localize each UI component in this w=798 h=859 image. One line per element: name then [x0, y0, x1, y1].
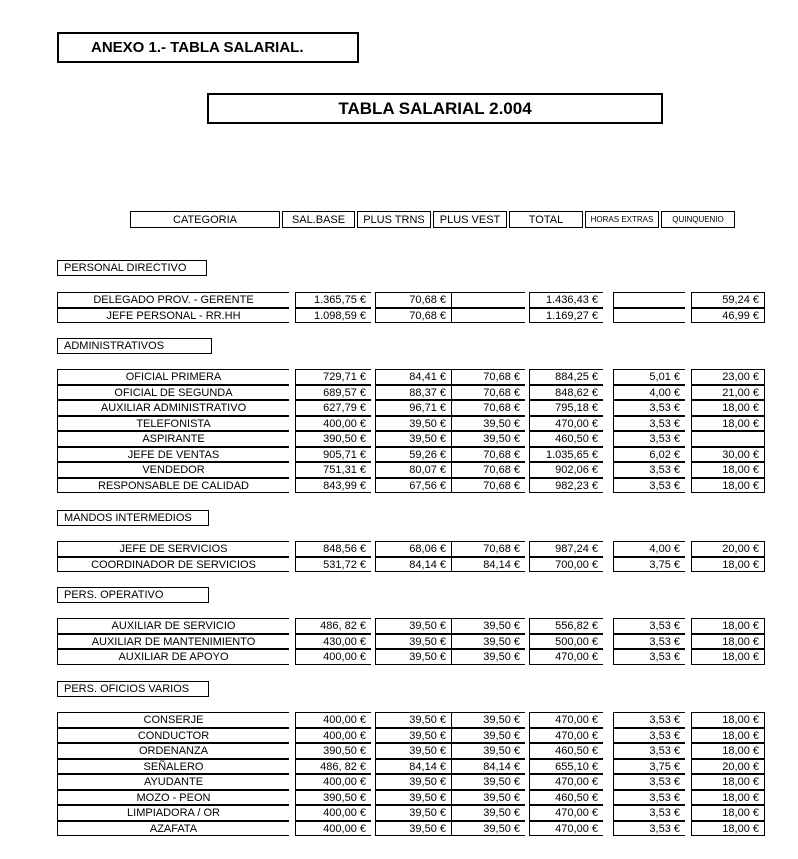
section-title: ADMINISTRATIVOS — [57, 338, 212, 354]
value-cell: 729,71 € — [295, 369, 371, 385]
value-cell: 88,37 € — [375, 385, 451, 401]
value-cell: 3,53 € — [613, 400, 685, 416]
category-cell: JEFE DE VENTAS — [57, 447, 289, 463]
value-cell — [451, 308, 525, 324]
value-cell: 5,01 € — [613, 369, 685, 385]
col-header-sal-base: SAL.BASE — [282, 211, 355, 228]
category-cell: AUXILIAR DE APOYO — [57, 649, 289, 665]
category-cell: LIMPIADORA / OR — [57, 805, 289, 821]
value-cell: 460,50 € — [529, 790, 603, 806]
value-cell: 1.365,75 € — [295, 292, 371, 308]
table-row — [57, 634, 765, 650]
value-cell — [691, 431, 765, 447]
table-row — [57, 759, 765, 775]
value-cell: 400,00 € — [295, 712, 371, 728]
value-cell: 400,00 € — [295, 805, 371, 821]
value-cell: 982,23 € — [529, 478, 603, 494]
value-cell: 500,00 € — [529, 634, 603, 650]
value-cell: 30,00 € — [691, 447, 765, 463]
value-cell: 470,00 € — [529, 712, 603, 728]
value-cell: 80,07 € — [375, 462, 451, 478]
category-cell: AYUDANTE — [57, 774, 289, 790]
value-cell: 390,50 € — [295, 790, 371, 806]
table-row — [57, 292, 765, 308]
value-cell: 84,14 € — [375, 557, 451, 573]
value-cell: 470,00 € — [529, 774, 603, 790]
category-cell: CONDUCTOR — [57, 728, 289, 744]
table-row — [57, 385, 765, 401]
value-cell: 59,24 € — [691, 292, 765, 308]
value-cell: 843,99 € — [295, 478, 371, 494]
value-cell: 400,00 € — [295, 821, 371, 837]
table-row — [57, 541, 765, 557]
value-cell: 20,00 € — [691, 541, 765, 557]
value-cell: 39,50 € — [375, 774, 451, 790]
value-cell: 531,72 € — [295, 557, 371, 573]
category-cell: TELEFONISTA — [57, 416, 289, 432]
value-cell: 18,00 € — [691, 478, 765, 494]
value-cell: 18,00 € — [691, 618, 765, 634]
value-cell: 70,68 € — [451, 400, 525, 416]
value-cell: 3,53 € — [613, 649, 685, 665]
category-cell: JEFE DE SERVICIOS — [57, 541, 289, 557]
value-cell: 70,68 € — [375, 292, 451, 308]
category-cell: AUXILIAR DE SERVICIO — [57, 618, 289, 634]
category-cell: AZAFATA — [57, 821, 289, 837]
value-cell: 39,50 € — [451, 790, 525, 806]
value-cell: 1.035,65 € — [529, 447, 603, 463]
value-cell: 486, 82 € — [295, 759, 371, 775]
value-cell: 400,00 € — [295, 416, 371, 432]
value-cell: 655,10 € — [529, 759, 603, 775]
column-header-row — [130, 211, 737, 228]
value-cell: 39,50 € — [451, 431, 525, 447]
table-row — [57, 712, 765, 728]
value-cell: 1.436,43 € — [529, 292, 603, 308]
value-cell: 848,62 € — [529, 385, 603, 401]
value-cell: 4,00 € — [613, 541, 685, 557]
table-row — [57, 743, 765, 759]
value-cell: 18,00 € — [691, 557, 765, 573]
value-cell: 390,50 € — [295, 431, 371, 447]
value-cell: 39,50 € — [375, 728, 451, 744]
table-row — [57, 447, 765, 463]
value-cell: 84,14 € — [451, 759, 525, 775]
value-cell: 902,06 € — [529, 462, 603, 478]
value-cell: 84,41 € — [375, 369, 451, 385]
value-cell: 3,53 € — [613, 712, 685, 728]
value-cell: 39,50 € — [375, 618, 451, 634]
value-cell: 18,00 € — [691, 416, 765, 432]
table-row — [57, 618, 765, 634]
table-row — [57, 805, 765, 821]
col-header-quinquenio: QUINQUENIO — [661, 211, 735, 228]
table-row — [57, 416, 765, 432]
value-cell: 23,00 € — [691, 369, 765, 385]
value-cell: 39,50 € — [451, 774, 525, 790]
value-cell — [613, 308, 685, 324]
value-cell: 987,24 € — [529, 541, 603, 557]
value-cell: 70,68 € — [451, 541, 525, 557]
category-cell: DELEGADO PROV. - GERENTE — [57, 292, 289, 308]
value-cell: 3,53 € — [613, 462, 685, 478]
value-cell: 84,14 € — [375, 759, 451, 775]
value-cell: 18,00 € — [691, 728, 765, 744]
value-cell: 470,00 € — [529, 649, 603, 665]
category-cell: OFICIAL DE SEGUNDA — [57, 385, 289, 401]
col-header-total: TOTAL — [509, 211, 583, 228]
value-cell: 84,14 € — [451, 557, 525, 573]
value-cell: 18,00 € — [691, 743, 765, 759]
value-cell: 18,00 € — [691, 712, 765, 728]
value-cell: 1.098,59 € — [295, 308, 371, 324]
section-table — [57, 618, 765, 665]
category-cell: AUXILIAR ADMINISTRATIVO — [57, 400, 289, 416]
value-cell: 848,56 € — [295, 541, 371, 557]
value-cell — [613, 292, 685, 308]
value-cell: 39,50 € — [375, 649, 451, 665]
section-title: PERSONAL DIRECTIVO — [57, 260, 207, 276]
category-cell: JEFE PERSONAL - RR.HH — [57, 308, 289, 324]
value-cell: 3,53 € — [613, 618, 685, 634]
value-cell: 39,50 € — [375, 416, 451, 432]
value-cell: 39,50 € — [375, 431, 451, 447]
table-row — [57, 369, 765, 385]
value-cell: 884,25 € — [529, 369, 603, 385]
col-header-categoria: CATEGORIA — [130, 211, 280, 228]
col-header-plus-trns: PLUS TRNS — [357, 211, 431, 228]
value-cell: 3,53 € — [613, 821, 685, 837]
value-cell: 470,00 € — [529, 728, 603, 744]
section-table — [57, 369, 765, 493]
value-cell: 470,00 € — [529, 416, 603, 432]
table-row — [57, 400, 765, 416]
category-cell: RESPONSABLE DE CALIDAD — [57, 478, 289, 494]
section-table — [57, 712, 765, 836]
category-cell: ASPIRANTE — [57, 431, 289, 447]
value-cell: 39,50 € — [451, 805, 525, 821]
category-cell: ORDENANZA — [57, 743, 289, 759]
value-cell: 39,50 € — [451, 416, 525, 432]
section-table — [57, 541, 765, 572]
col-header-plus-vest: PLUS VEST — [433, 211, 507, 228]
table-row — [57, 649, 765, 665]
value-cell: 18,00 € — [691, 649, 765, 665]
value-cell: 18,00 € — [691, 400, 765, 416]
value-cell: 689,57 € — [295, 385, 371, 401]
value-cell: 795,18 € — [529, 400, 603, 416]
value-cell: 470,00 € — [529, 805, 603, 821]
value-cell — [451, 292, 525, 308]
category-cell: MOZO - PEON — [57, 790, 289, 806]
table-title: TABLA SALARIAL 2.004 — [207, 93, 663, 124]
value-cell: 6,02 € — [613, 447, 685, 463]
value-cell: 39,50 € — [451, 728, 525, 744]
table-row — [57, 821, 765, 837]
value-cell: 1.169,27 € — [529, 308, 603, 324]
value-cell: 39,50 € — [451, 634, 525, 650]
value-cell: 3,53 € — [613, 805, 685, 821]
table-row — [57, 462, 765, 478]
category-cell: VENDEDOR — [57, 462, 289, 478]
value-cell: 3,53 € — [613, 431, 685, 447]
table-row — [57, 431, 765, 447]
value-cell: 59,26 € — [375, 447, 451, 463]
value-cell: 68,06 € — [375, 541, 451, 557]
value-cell: 3,75 € — [613, 759, 685, 775]
value-cell: 460,50 € — [529, 431, 603, 447]
value-cell: 70,68 € — [451, 447, 525, 463]
value-cell: 18,00 € — [691, 462, 765, 478]
value-cell: 70,68 € — [451, 478, 525, 494]
category-cell: SEÑALERO — [57, 759, 289, 775]
value-cell: 905,71 € — [295, 447, 371, 463]
value-cell: 700,00 € — [529, 557, 603, 573]
value-cell: 470,00 € — [529, 821, 603, 837]
value-cell: 3,53 € — [613, 634, 685, 650]
value-cell: 39,50 € — [451, 743, 525, 759]
value-cell: 39,50 € — [375, 790, 451, 806]
value-cell: 21,00 € — [691, 385, 765, 401]
value-cell: 18,00 € — [691, 821, 765, 837]
value-cell: 751,31 € — [295, 462, 371, 478]
value-cell: 39,50 € — [375, 821, 451, 837]
value-cell: 400,00 € — [295, 649, 371, 665]
value-cell: 18,00 € — [691, 805, 765, 821]
section-title: PERS. OPERATIVO — [57, 587, 209, 603]
value-cell: 4,00 € — [613, 385, 685, 401]
table-row — [57, 308, 765, 324]
value-cell: 3,53 € — [613, 728, 685, 744]
value-cell: 39,50 € — [451, 618, 525, 634]
section-table — [57, 292, 765, 323]
value-cell: 67,56 € — [375, 478, 451, 494]
value-cell: 3,53 € — [613, 478, 685, 494]
category-cell: CONSERJE — [57, 712, 289, 728]
category-cell: AUXILIAR DE MANTENIMIENTO — [57, 634, 289, 650]
table-row — [57, 728, 765, 744]
value-cell: 627,79 € — [295, 400, 371, 416]
value-cell: 400,00 € — [295, 728, 371, 744]
table-row — [57, 478, 765, 494]
value-cell: 486, 82 € — [295, 618, 371, 634]
value-cell: 3,75 € — [613, 557, 685, 573]
value-cell: 430,00 € — [295, 634, 371, 650]
col-header-horas-extras: HORAS EXTRAS — [585, 211, 659, 228]
value-cell: 3,53 € — [613, 416, 685, 432]
annex-title: ANEXO 1.- TABLA SALARIAL. — [57, 32, 359, 63]
value-cell: 39,50 € — [451, 821, 525, 837]
value-cell: 39,50 € — [375, 805, 451, 821]
value-cell: 556,82 € — [529, 618, 603, 634]
value-cell: 460,50 € — [529, 743, 603, 759]
value-cell: 3,53 € — [613, 790, 685, 806]
value-cell: 70,68 € — [451, 385, 525, 401]
value-cell: 96,71 € — [375, 400, 451, 416]
category-cell: OFICIAL PRIMERA — [57, 369, 289, 385]
value-cell: 18,00 € — [691, 774, 765, 790]
value-cell: 39,50 € — [375, 743, 451, 759]
value-cell: 20,00 € — [691, 759, 765, 775]
table-row — [57, 790, 765, 806]
value-cell: 18,00 € — [691, 790, 765, 806]
value-cell: 390,50 € — [295, 743, 371, 759]
category-cell: COORDINADOR DE SERVICIOS — [57, 557, 289, 573]
value-cell: 39,50 € — [375, 712, 451, 728]
value-cell: 70,68 € — [451, 369, 525, 385]
value-cell: 3,53 € — [613, 743, 685, 759]
value-cell: 70,68 € — [451, 462, 525, 478]
value-cell: 400,00 € — [295, 774, 371, 790]
table-row — [57, 557, 765, 573]
value-cell: 39,50 € — [451, 712, 525, 728]
value-cell: 39,50 € — [451, 649, 525, 665]
value-cell: 3,53 € — [613, 774, 685, 790]
value-cell: 18,00 € — [691, 634, 765, 650]
section-title: MANDOS INTERMEDIOS — [57, 510, 209, 526]
value-cell: 46,99 € — [691, 308, 765, 324]
section-title: PERS. OFICIOS VARIOS — [57, 681, 209, 697]
value-cell: 70,68 € — [375, 308, 451, 324]
value-cell: 39,50 € — [375, 634, 451, 650]
table-row — [57, 774, 765, 790]
